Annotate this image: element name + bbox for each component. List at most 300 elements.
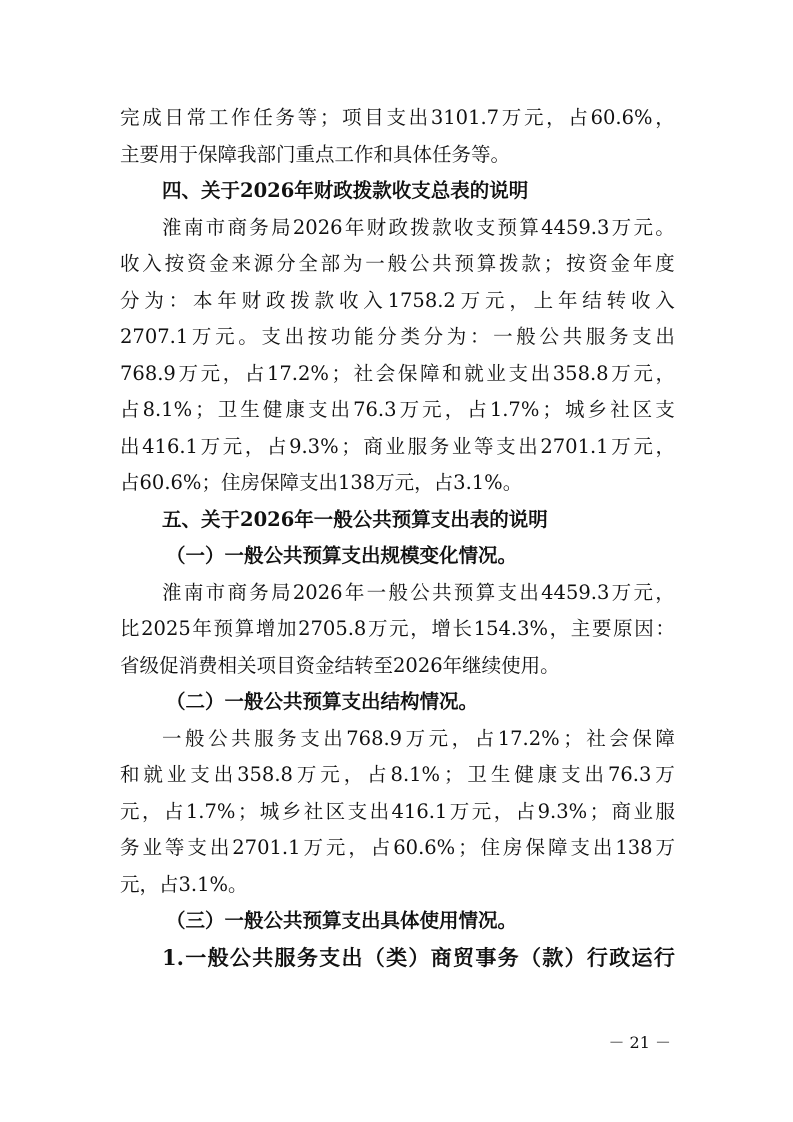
text-token: 般 — [388, 580, 408, 604]
text-token: 8.1% — [142, 398, 193, 421]
text-token: 结 — [582, 288, 602, 312]
text-token: 。 — [655, 215, 675, 239]
text-token: 占 — [467, 398, 487, 421]
text-token: ， — [222, 361, 243, 385]
text-token: 政 — [265, 288, 286, 312]
text-token: ， — [509, 288, 529, 312]
text-token: 出 — [519, 580, 539, 604]
text-token: 万 — [191, 325, 212, 348]
text-token: 年 — [557, 288, 578, 312]
text-token: 原 — [613, 617, 633, 640]
section-heading-4: 四、关于2026年财政拨款收支总表的说明 — [162, 179, 529, 202]
justified-line-wrap — [162, 210, 675, 247]
text-token: 8.1% — [390, 763, 441, 786]
text-token: 资 — [588, 252, 608, 275]
text-token: 万 — [303, 836, 323, 859]
justified-line-wrap — [120, 392, 675, 429]
text-token: 出 — [323, 726, 343, 750]
text-token: 出 — [330, 398, 351, 421]
text-token: 就 — [143, 763, 163, 786]
text-token: 占 — [367, 763, 387, 786]
text-token: 区 — [632, 398, 653, 421]
text-token: 分 — [423, 325, 444, 348]
text-token: 为 — [342, 252, 363, 275]
text-token: 万 — [460, 288, 481, 312]
text-token: 业 — [142, 836, 162, 859]
text-token: 障 — [655, 726, 675, 750]
text-token: 保 — [525, 836, 546, 859]
text-token: 因 — [634, 617, 654, 640]
text-token: 政 — [388, 215, 408, 239]
text-token: 务 — [249, 215, 269, 239]
text-token: 。 — [238, 325, 258, 348]
text-token: 一 — [185, 944, 207, 970]
text-token: 为 — [446, 325, 467, 348]
text-token: 度 — [655, 252, 675, 275]
paragraph-line: 省级促消费相关项目资金结转至2026年继续使用。 — [120, 653, 560, 677]
text-token: 万 — [655, 836, 675, 859]
section-heading-5: 五、关于2026年一般公共预算支出表的说明 — [162, 507, 548, 531]
text-token: 市 — [205, 215, 226, 239]
text-token: 保 — [397, 361, 418, 385]
text-token: ， — [348, 836, 368, 859]
text-token: 淮 — [162, 580, 182, 604]
text-token: 元 — [320, 763, 340, 786]
text-token: ； — [341, 434, 361, 458]
text-token: 万 — [296, 763, 317, 786]
text-token: ， — [655, 580, 675, 604]
text-token: ， — [244, 434, 265, 458]
text-token: ） — [408, 944, 430, 970]
text-token: 城 — [564, 398, 585, 421]
text-token: 万 — [399, 398, 420, 421]
text-token: 功 — [330, 325, 351, 348]
text-token: 障 — [420, 361, 440, 385]
text-token: 元 — [484, 288, 505, 312]
text-token: ， — [141, 799, 162, 823]
text-token: ： — [168, 288, 189, 312]
text-token: ； — [195, 398, 215, 421]
text-token: 2701.1 — [540, 434, 609, 458]
text-token: 万 — [178, 361, 198, 385]
text-token: 服 — [274, 944, 296, 970]
text-token: 财 — [366, 215, 387, 239]
text-token: 社 — [303, 799, 324, 823]
text-token: 万 — [449, 799, 470, 823]
text-token: 南 — [183, 215, 204, 239]
text-token: 类 — [386, 944, 408, 970]
text-token: 收 — [630, 288, 651, 312]
text-token: 2707.1 — [120, 325, 189, 348]
text-token: 支 — [187, 836, 207, 859]
text-token: 完 — [120, 106, 140, 129]
text-token: ， — [444, 398, 465, 421]
text-token: 万 — [611, 580, 632, 604]
text-token: 2025 — [141, 617, 191, 640]
text-token: 出 — [592, 836, 613, 859]
page-number: － 21 － — [608, 1033, 671, 1052]
text-token: 9.3% — [289, 434, 339, 458]
text-token: 局 — [271, 215, 291, 239]
paragraph-line — [120, 319, 675, 356]
text-token: 138 — [615, 836, 653, 859]
text-token: 60.6% — [393, 836, 456, 859]
text-token: 务 — [275, 106, 295, 129]
text-token: 分 — [377, 325, 397, 348]
paragraph-line — [120, 721, 675, 758]
text-token: 服 — [254, 726, 274, 750]
paragraph-line — [120, 210, 675, 247]
text-token: ； — [237, 799, 258, 823]
text-token: 出 — [369, 799, 390, 823]
text-token: 年 — [344, 580, 365, 604]
paragraph-line: 主要用于保障我部门重点工作和具体任务等。 — [120, 142, 511, 166]
text-token: 卫 — [217, 398, 238, 421]
text-token: 出 — [284, 325, 305, 348]
paragraph-line — [120, 100, 675, 137]
text-token: ； — [319, 106, 340, 129]
text-token: 任 — [253, 106, 273, 129]
text-token: 支 — [347, 799, 368, 823]
text-token: 元 — [389, 617, 409, 640]
text-token: 元 — [222, 434, 243, 458]
text-token: 卫 — [467, 763, 487, 786]
item-heading-1 — [120, 940, 675, 977]
text-token: 商 — [430, 944, 452, 970]
text-token: 万 — [200, 434, 221, 458]
text-token: 项 — [342, 106, 362, 129]
text-token: 长 — [452, 617, 473, 640]
justified-line-wrap — [120, 100, 675, 137]
text-token: 服 — [655, 799, 675, 823]
text-token: （ — [519, 944, 541, 970]
text-token: 公 — [208, 726, 228, 750]
text-token: 公 — [229, 944, 251, 970]
text-token: 行 — [653, 944, 675, 970]
subsection-heading-2: （二）一般公共预算支出结构情况。 — [166, 690, 479, 713]
text-token: 公 — [409, 252, 430, 275]
text-token: 般 — [207, 944, 229, 970]
text-token: 生 — [240, 398, 260, 421]
text-token: 主 — [570, 617, 591, 640]
text-token: 支 — [475, 215, 496, 239]
text-token: ： — [655, 617, 675, 640]
text-token: ； — [543, 252, 564, 275]
text-token: 资 — [186, 252, 207, 275]
text-token: 会 — [609, 726, 629, 750]
text-token: 出 — [655, 325, 675, 348]
justified-line-wrap — [162, 721, 675, 758]
text-token: 等 — [164, 836, 185, 859]
text-token: 预 — [497, 215, 518, 239]
text-token: 社 — [610, 398, 630, 421]
text-token: 工 — [208, 106, 229, 129]
text-token: 市 — [205, 580, 226, 604]
text-token: 预 — [453, 580, 474, 604]
text-token: 支 — [497, 580, 518, 604]
text-token: 款 — [432, 215, 452, 239]
text-token: 事 — [475, 944, 497, 970]
body-text — [120, 100, 675, 976]
text-token: 务 — [497, 944, 519, 970]
text-token: 和 — [120, 763, 140, 786]
text-token: 按 — [565, 252, 586, 275]
text-token: 务 — [249, 580, 269, 604]
text-token: 拨 — [499, 252, 519, 275]
text-token: 业 — [451, 434, 472, 458]
text-token: 算 — [519, 215, 539, 239]
text-token: 出 — [209, 836, 230, 859]
text-token: 元 — [120, 799, 140, 823]
text-token: 务 — [608, 325, 629, 348]
text-token: 部 — [320, 252, 341, 275]
text-token: 公 — [410, 580, 430, 604]
text-token: 般 — [387, 252, 408, 275]
text-token: 入 — [142, 252, 162, 275]
text-token: 上 — [533, 288, 554, 312]
text-token: 76.3 — [353, 398, 397, 421]
text-token: 768.9 — [346, 726, 403, 750]
text-token: 社 — [353, 361, 374, 385]
paragraph-line — [120, 575, 675, 612]
text-token: 算 — [234, 617, 255, 640]
text-token: 收 — [338, 288, 359, 312]
text-token: 作 — [231, 106, 251, 129]
text-token: 4459.3 — [541, 215, 610, 239]
text-token: 目 — [364, 106, 384, 129]
text-token: 占 — [370, 836, 391, 859]
text-token: 一 — [366, 580, 387, 604]
paragraph-line — [120, 611, 675, 648]
subsection-heading-3: （三）一般公共预算支出具体使用情况。 — [166, 909, 518, 932]
text-token: 元 — [633, 580, 653, 604]
justified-line-wrap — [162, 940, 675, 977]
text-token: 占 — [163, 799, 184, 823]
text-token: 增 — [255, 617, 276, 640]
text-token: 金 — [610, 252, 631, 275]
text-token: 支 — [570, 836, 590, 859]
text-token: 元 — [633, 434, 653, 458]
text-token: 商 — [227, 215, 247, 239]
text-token: 2026 — [292, 215, 343, 239]
text-token: 共 — [432, 580, 452, 604]
text-token: 政 — [609, 944, 631, 970]
text-token: 预 — [454, 252, 474, 275]
text-token: 拨 — [410, 215, 430, 239]
text-token: 2705.8 — [298, 617, 367, 640]
text-token: 万 — [367, 617, 388, 640]
text-token: （ — [363, 944, 385, 970]
paragraph-line — [120, 283, 675, 320]
text-token: ， — [410, 617, 430, 640]
text-token: 金 — [209, 252, 229, 275]
text-token: 商 — [363, 434, 383, 458]
text-token: 预 — [213, 617, 234, 640]
text-token: 城 — [259, 799, 280, 823]
text-token: 健 — [514, 763, 534, 786]
text-token: 康 — [285, 398, 305, 421]
text-token: ， — [655, 361, 675, 385]
text-token: 保 — [632, 726, 652, 750]
text-token: 万 — [405, 726, 426, 750]
text-token: 按 — [307, 325, 328, 348]
text-token: 款 — [314, 288, 335, 312]
text-token: 358.8 — [237, 763, 293, 786]
text-token: 收 — [453, 215, 474, 239]
text-token: ， — [546, 106, 566, 129]
text-token: 加 — [276, 617, 297, 640]
text-token: 公 — [539, 325, 559, 348]
text-token: 日 — [164, 106, 184, 129]
text-token: 17.2% — [497, 726, 560, 750]
text-token: 出 — [213, 763, 234, 786]
text-token: 分 — [276, 252, 296, 275]
text-token: 358.8 — [552, 361, 609, 385]
text-token: 9.3% — [537, 799, 588, 823]
text-token: ； — [589, 799, 610, 823]
text-token: 元 — [523, 106, 544, 129]
subsection-heading-1: （一）一般公共预算支出规模变化情况。 — [166, 544, 518, 567]
text-token: 1758.2 — [387, 288, 456, 312]
text-token: 服 — [585, 325, 606, 348]
text-token: 支 — [655, 398, 675, 421]
text-token: 年 — [192, 617, 212, 640]
text-token: 共 — [252, 944, 274, 970]
text-token: 占 — [474, 726, 495, 750]
text-token: 年 — [632, 252, 653, 275]
text-token: 财 — [241, 288, 262, 312]
text-token: 元 — [471, 799, 492, 823]
text-token: 业 — [385, 434, 405, 458]
justified-line-wrap — [120, 611, 675, 648]
justified-line-wrap — [120, 356, 675, 393]
text-token: 元 — [422, 398, 442, 421]
text-token: 2701.1 — [232, 836, 301, 859]
text-token: 154.3% — [473, 617, 549, 640]
text-token: 商 — [227, 580, 247, 604]
text-token: 一 — [162, 726, 182, 750]
text-token: 万 — [501, 106, 522, 129]
text-token: 乡 — [587, 398, 608, 421]
justified-line-wrap — [120, 794, 675, 831]
text-token: 支 — [632, 325, 652, 348]
paragraph-line — [120, 794, 675, 831]
text-token: 支 — [319, 944, 341, 970]
text-token: ； — [443, 763, 464, 786]
text-token: 支 — [190, 763, 210, 786]
text-token: 4459.3 — [541, 580, 610, 604]
text-token: 务 — [277, 726, 297, 750]
text-token: 万 — [611, 434, 631, 458]
text-token: 万 — [655, 763, 675, 786]
text-token: 款 — [521, 252, 541, 275]
text-token: 416.1 — [391, 799, 448, 823]
text-token: 等 — [297, 106, 318, 129]
text-token: 服 — [407, 434, 428, 458]
text-token: 类 — [400, 325, 420, 348]
text-token: 1.7% — [185, 799, 236, 823]
text-token: 算 — [476, 252, 497, 275]
text-token: 成 — [142, 106, 162, 129]
text-token: 出 — [518, 434, 538, 458]
text-token: 款 — [542, 944, 564, 970]
text-token: 务 — [296, 944, 318, 970]
justified-line-wrap — [120, 283, 675, 320]
text-token: 17.2% — [266, 361, 329, 385]
text-token: 支 — [300, 726, 320, 750]
text-token: ， — [549, 617, 570, 640]
text-token: 年 — [217, 288, 237, 312]
text-token: ， — [655, 434, 675, 458]
text-token: 业 — [633, 799, 653, 823]
text-token: 区 — [325, 799, 346, 823]
text-token: 支 — [386, 106, 406, 129]
text-token: 万 — [611, 215, 632, 239]
text-token: 出 — [584, 763, 605, 786]
text-token: 元 — [633, 361, 653, 385]
text-token: 康 — [537, 763, 558, 786]
text-token: 76.3 — [607, 763, 652, 786]
text-token: ， — [343, 763, 364, 786]
text-token: 支 — [496, 434, 516, 458]
text-token: 年 — [344, 215, 365, 239]
text-token: 房 — [503, 836, 523, 859]
text-token: 务 — [120, 836, 140, 859]
text-token: 60.6% — [590, 106, 653, 129]
paragraph-line — [120, 830, 675, 867]
text-token: 住 — [480, 836, 501, 859]
text-token: 出 — [408, 106, 429, 129]
text-token: ， — [655, 106, 675, 129]
text-token: 贸 — [453, 944, 474, 970]
text-token: ； — [563, 726, 583, 750]
text-token: 出 — [530, 361, 551, 385]
text-token: 增 — [431, 617, 451, 640]
text-token: 就 — [464, 361, 484, 385]
paragraph-line — [120, 356, 675, 393]
justified-line-wrap — [162, 575, 675, 612]
text-token: ； — [542, 398, 562, 421]
text-token: 比 — [120, 617, 140, 640]
text-token: 支 — [307, 398, 328, 421]
text-token: 入 — [363, 288, 383, 312]
text-token: 元 — [215, 325, 235, 348]
text-token: 障 — [547, 836, 568, 859]
paragraph-line — [120, 246, 675, 283]
text-token: 本 — [192, 288, 213, 312]
text-token: 般 — [516, 325, 536, 348]
text-token: 共 — [432, 252, 452, 275]
text-token: 行 — [586, 944, 608, 970]
text-token: 按 — [164, 252, 185, 275]
text-token: 社 — [586, 726, 606, 750]
text-token: 全 — [298, 252, 318, 275]
text-token: 共 — [231, 726, 251, 750]
text-token: 要 — [591, 617, 612, 640]
text-token: 出 — [120, 434, 140, 458]
justified-line-wrap — [120, 830, 675, 867]
text-token: 3101.7 — [430, 106, 500, 129]
text-token: 2026 — [292, 580, 343, 604]
text-token: 能 — [354, 325, 374, 348]
text-token: 务 — [429, 434, 450, 458]
paragraph-line — [120, 392, 675, 429]
text-token: ， — [493, 799, 514, 823]
text-token: ； — [331, 361, 352, 385]
text-token: ， — [451, 726, 472, 750]
text-token: 局 — [271, 580, 291, 604]
text-token: 南 — [183, 580, 204, 604]
